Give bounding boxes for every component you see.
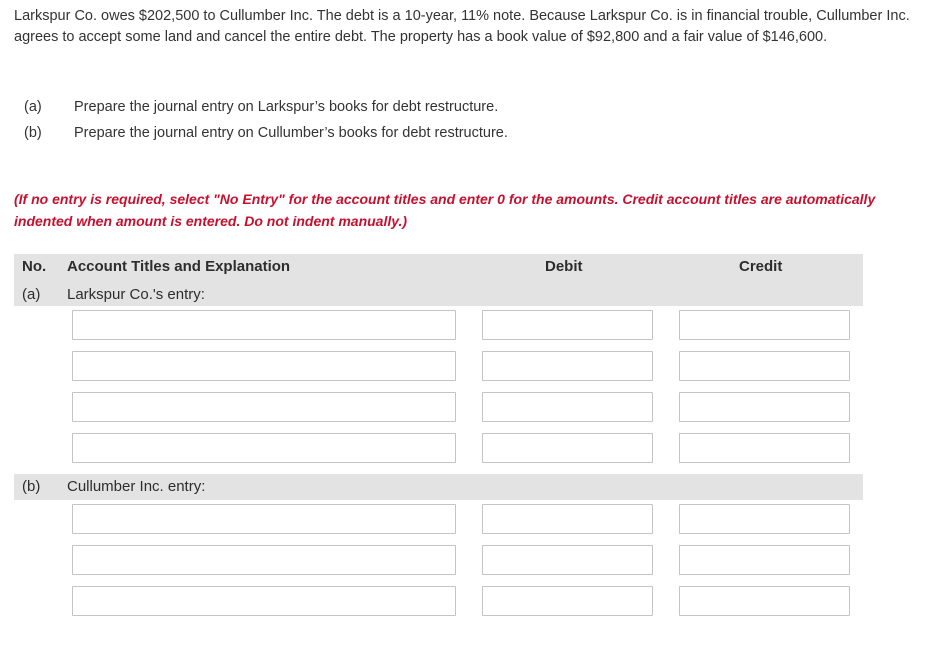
account-title-field[interactable] — [72, 392, 456, 422]
entry-row — [14, 306, 863, 347]
entry-row — [14, 582, 863, 623]
entry-row — [14, 388, 863, 429]
credit-amount-field[interactable] — [679, 504, 850, 534]
section-a-label: Larkspur Co.'s entry: — [67, 286, 205, 303]
journal-entry-table — [14, 254, 863, 623]
credit-amount-field[interactable] — [679, 392, 850, 422]
part-a-letter: (a) — [24, 99, 42, 115]
part-b — [24, 120, 904, 146]
debit-amount-field[interactable] — [482, 545, 653, 575]
part-b-letter: (b) — [24, 125, 42, 141]
debit-amount-field[interactable] — [482, 351, 653, 381]
credit-amount-field[interactable] — [679, 433, 850, 463]
problem-statement: Larkspur Co. owes $202,500 to Cullumber Inc. The debt is a 10-year, 11% note. Because Larkspur Co. is in financial trouble, Cullumber Inc. agrees to accept some land and cancel the entire debt. The property has a book value of $92,800 and a fair value of $146,600. — [14, 8, 910, 45]
section-b-letter: (b) — [22, 478, 41, 495]
credit-amount-field[interactable] — [679, 545, 850, 575]
table-header — [14, 254, 863, 306]
account-title-field[interactable] — [72, 310, 456, 340]
header-debit: Debit — [545, 258, 583, 275]
account-title-field[interactable] — [72, 586, 456, 616]
account-title-field[interactable] — [72, 545, 456, 575]
entry-row — [14, 541, 863, 582]
credit-amount-field[interactable] — [679, 310, 850, 340]
section-a-letter: (a) — [22, 286, 41, 303]
parts-list — [24, 94, 904, 146]
header-no: No. — [22, 258, 47, 275]
debit-amount-field[interactable] — [482, 310, 653, 340]
debit-amount-field[interactable] — [482, 504, 653, 534]
part-b-text: Prepare the journal entry on Cullumber’s books for debt restructure. — [74, 125, 508, 141]
credit-amount-field[interactable] — [679, 586, 850, 616]
debit-amount-field[interactable] — [482, 586, 653, 616]
account-title-field[interactable] — [72, 504, 456, 534]
section-b-label: Cullumber Inc. entry: — [67, 478, 206, 495]
debit-amount-field[interactable] — [482, 433, 653, 463]
instruction-note: (If no entry is required, select "No Entry" for the account titles and enter 0 for the amounts. Credit account titles are automatically indented when amount is entered. Do not indent manually.) — [14, 191, 876, 229]
section-b-header — [14, 474, 863, 500]
account-title-field[interactable] — [72, 351, 456, 381]
part-a — [24, 94, 904, 120]
header-credit: Credit — [739, 258, 783, 275]
account-title-field[interactable] — [72, 433, 456, 463]
debit-amount-field[interactable] — [482, 392, 653, 422]
credit-amount-field[interactable] — [679, 351, 850, 381]
header-account: Account Titles and Explanation — [67, 258, 291, 275]
part-a-text: Prepare the journal entry on Larkspur’s books for debt restructure. — [74, 99, 499, 115]
entry-row — [14, 347, 863, 388]
entry-row — [14, 500, 863, 541]
entry-row — [14, 429, 863, 474]
